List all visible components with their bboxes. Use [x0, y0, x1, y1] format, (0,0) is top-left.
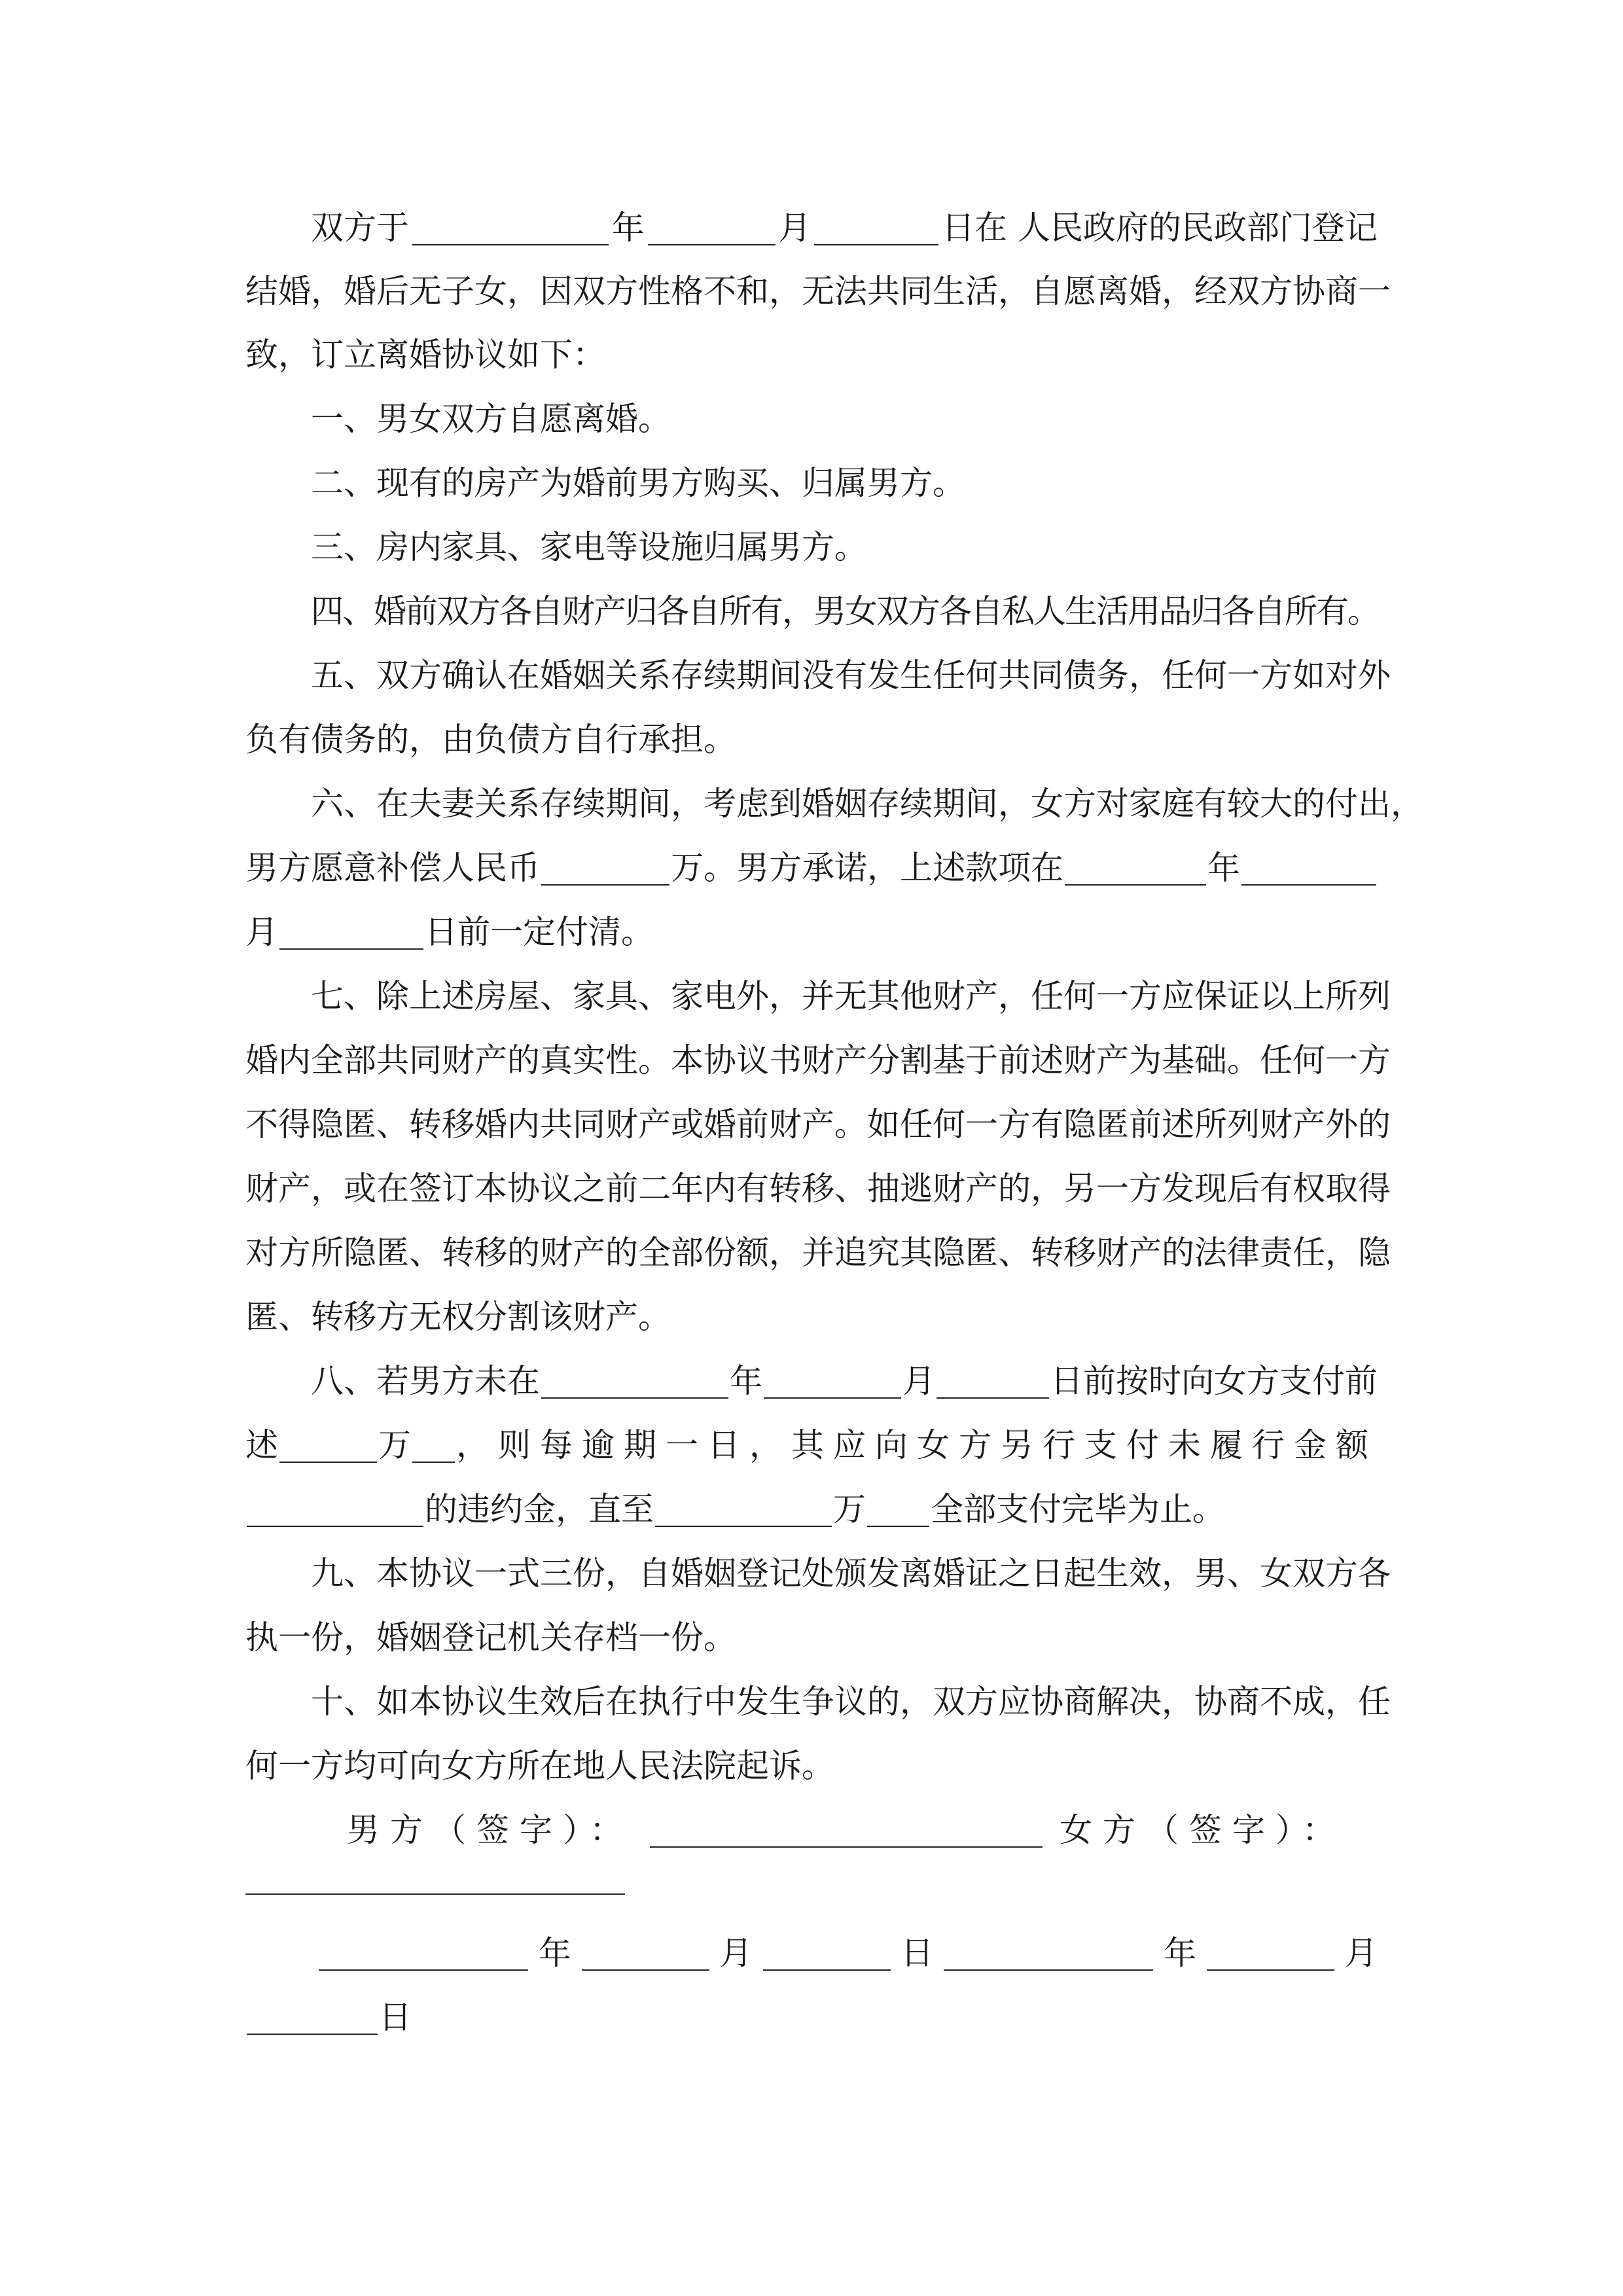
female-date-month-field[interactable] — [1207, 1935, 1334, 1971]
blank-day[interactable] — [279, 914, 423, 950]
text-run: 不得隐匿、转移婚内共同财产或婚前财产。如任何一方有隐匿前述所列财产外的 — [245, 1105, 1391, 1143]
text-run: 四、婚前双方各自财产归各自所有，男女双方各自私人生活用品归各自所有。 — [311, 592, 1379, 630]
male-signature-field[interactable] — [650, 1812, 1043, 1848]
text-run: 万 — [378, 1426, 412, 1464]
blank-day[interactable] — [814, 210, 938, 245]
clause-7-line-5 — [245, 1221, 1391, 1285]
text-run: 日在 人民政府的民政部门登记 — [942, 209, 1378, 247]
text-run: 双方于 — [311, 209, 409, 247]
intro-line-2 — [245, 259, 1391, 323]
text-run: 对方所隐匿、转移的财产的全部份额，并追究其隐匿、转移财产的法律责任，隐 — [245, 1234, 1391, 1272]
blank-unit[interactable] — [867, 1492, 929, 1527]
blank-total[interactable] — [655, 1492, 832, 1527]
blank-month[interactable] — [1241, 850, 1376, 886]
text-run: 年 — [730, 1362, 763, 1400]
clause-7-line-2 — [245, 1028, 1391, 1092]
date-year-label: 年 — [538, 1934, 571, 1972]
text-run: 五、双方确认在婚姻关系存续期间没有发生任何共同债务，任何一方如对外 — [311, 656, 1391, 694]
clause-2-line — [311, 451, 1378, 515]
male-date-day-field[interactable] — [763, 1935, 891, 1971]
text-run: 何一方均可向女方所在地人民法院起诉。 — [245, 1747, 834, 1785]
clause-6-line-2 — [245, 836, 1378, 900]
blank-penalty[interactable] — [247, 1492, 423, 1527]
blank-amount[interactable] — [279, 1427, 377, 1463]
clause-7-line-1 — [311, 964, 1391, 1028]
text-run: 七、除上述房屋、家具、家电外，并无其他财产，任何一方应保证以上所列 — [311, 977, 1391, 1015]
male-date-year-field[interactable] — [319, 1935, 528, 1971]
clause-7-line-3 — [245, 1092, 1391, 1157]
signature-line — [347, 1798, 1378, 1862]
clause-7-line-4 — [245, 1157, 1391, 1221]
text-run: 结婚，婚后无子女，因双方性格不和，无法共同生活，自愿离婚，经双方协商一 — [245, 272, 1391, 310]
clause-1-line — [311, 387, 1378, 451]
female-date-day-field[interactable] — [247, 2000, 378, 2035]
date-line — [317, 1921, 1378, 1985]
clause-5-line-1 — [311, 643, 1391, 708]
text-run: 十、如本协议生效后在执行中发生争议的，双方应协商解决，协商不成，任 — [311, 1683, 1391, 1721]
text-run: 月 — [245, 913, 278, 951]
intro-line-3 — [245, 323, 1378, 387]
text-run: 月 — [902, 1362, 936, 1400]
text-run: 婚内全部共同财产的真实性。本协议书财产分割基于前述财产为基础。任何一方 — [245, 1041, 1391, 1079]
male-signature-label: 男方（签字）： — [347, 1811, 633, 1849]
female-signature-field[interactable] — [245, 1893, 625, 1895]
text-run: 述 — [245, 1426, 278, 1464]
date-year-label: 年 — [1164, 1934, 1197, 1972]
text-run: 执一份，婚姻登记机关存档一份。 — [245, 1619, 736, 1657]
date-line-2 — [245, 1985, 1378, 2049]
clause-5-line-2 — [245, 708, 1378, 772]
blank-year[interactable] — [1065, 850, 1206, 886]
text-run: 财产，或在签订本协议之前二年内有转移、抽逃财产的，另一方发现后有权取得 — [245, 1170, 1391, 1208]
blank-year[interactable] — [412, 210, 609, 245]
text-run: ，则每逾期一日，其应向女方另行支付未履行金额 — [456, 1426, 1378, 1464]
female-signature-label: 女方（签字）： — [1060, 1811, 1346, 1849]
text-run: 一、男女双方自愿离婚。 — [311, 400, 671, 438]
text-run: 八、若男方未在 — [311, 1362, 540, 1400]
date-day-label: 日 — [901, 1934, 934, 1972]
text-run: 男方愿意补偿人民币 — [245, 849, 540, 887]
clause-10-line-2 — [245, 1734, 1378, 1798]
text-run: 年 — [1207, 849, 1240, 887]
intro-line-1 — [311, 196, 1378, 260]
blank-day[interactable] — [936, 1363, 1049, 1399]
date-day-label: 日 — [379, 1998, 412, 2036]
text-run: 万 — [833, 1490, 866, 1528]
text-run: 负有债务的，由负债方自行承担。 — [245, 721, 736, 759]
text-run: 日前按时向女方支付前 — [1050, 1362, 1378, 1400]
female-date-year-field[interactable] — [944, 1935, 1153, 1971]
blank-month[interactable] — [764, 1363, 901, 1399]
clause-4-line — [311, 579, 1378, 643]
text-run: 月 — [778, 209, 812, 247]
clause-7-line-6 — [245, 1285, 1378, 1349]
text-run: 的违约金，直至 — [425, 1490, 654, 1528]
clause-8-line-3 — [245, 1477, 1378, 1541]
date-month-label: 月 — [719, 1934, 753, 1972]
text-run: 九、本协议一式三份，自婚姻登记处颁发离婚证之日起生效，男、女双方各 — [311, 1554, 1391, 1592]
text-run: 三、房内家具、家电等设施归属男方。 — [311, 528, 867, 566]
clause-8-line-1 — [311, 1349, 1378, 1413]
blank-unit[interactable] — [412, 1427, 455, 1463]
date-month-label: 月 — [1344, 1934, 1378, 1972]
blank-amount[interactable] — [541, 850, 669, 886]
clause-9-line-2 — [245, 1605, 1378, 1670]
text-run: 年 — [611, 209, 645, 247]
clause-3-line — [311, 515, 1378, 579]
text-run: 全部支付完毕为止。 — [931, 1490, 1225, 1528]
clause-10-line-1 — [311, 1670, 1391, 1734]
text-run: 日前一定付清。 — [425, 913, 654, 951]
clause-8-line-2 — [245, 1413, 1378, 1477]
text-run: 匿、转移方无权分割该财产。 — [245, 1298, 671, 1336]
text-run: 六、在夫妻关系存续期间，考虑到婚姻存续期间，女方对家庭有较大的付出， — [311, 785, 1423, 823]
text-run: 致，订立离婚协议如下： — [245, 336, 605, 374]
text-run: 万。男方承诺，上述款项在 — [671, 849, 1064, 887]
male-date-month-field[interactable] — [582, 1935, 709, 1971]
blank-month[interactable] — [648, 210, 776, 245]
text-run: 二、现有的房产为婚前男方购买、归属男方。 — [311, 464, 965, 502]
clause-9-line-1 — [311, 1541, 1391, 1605]
clause-6-line-1 — [311, 772, 1423, 836]
blank-year[interactable] — [541, 1363, 728, 1399]
clause-6-line-3 — [245, 900, 1378, 964]
